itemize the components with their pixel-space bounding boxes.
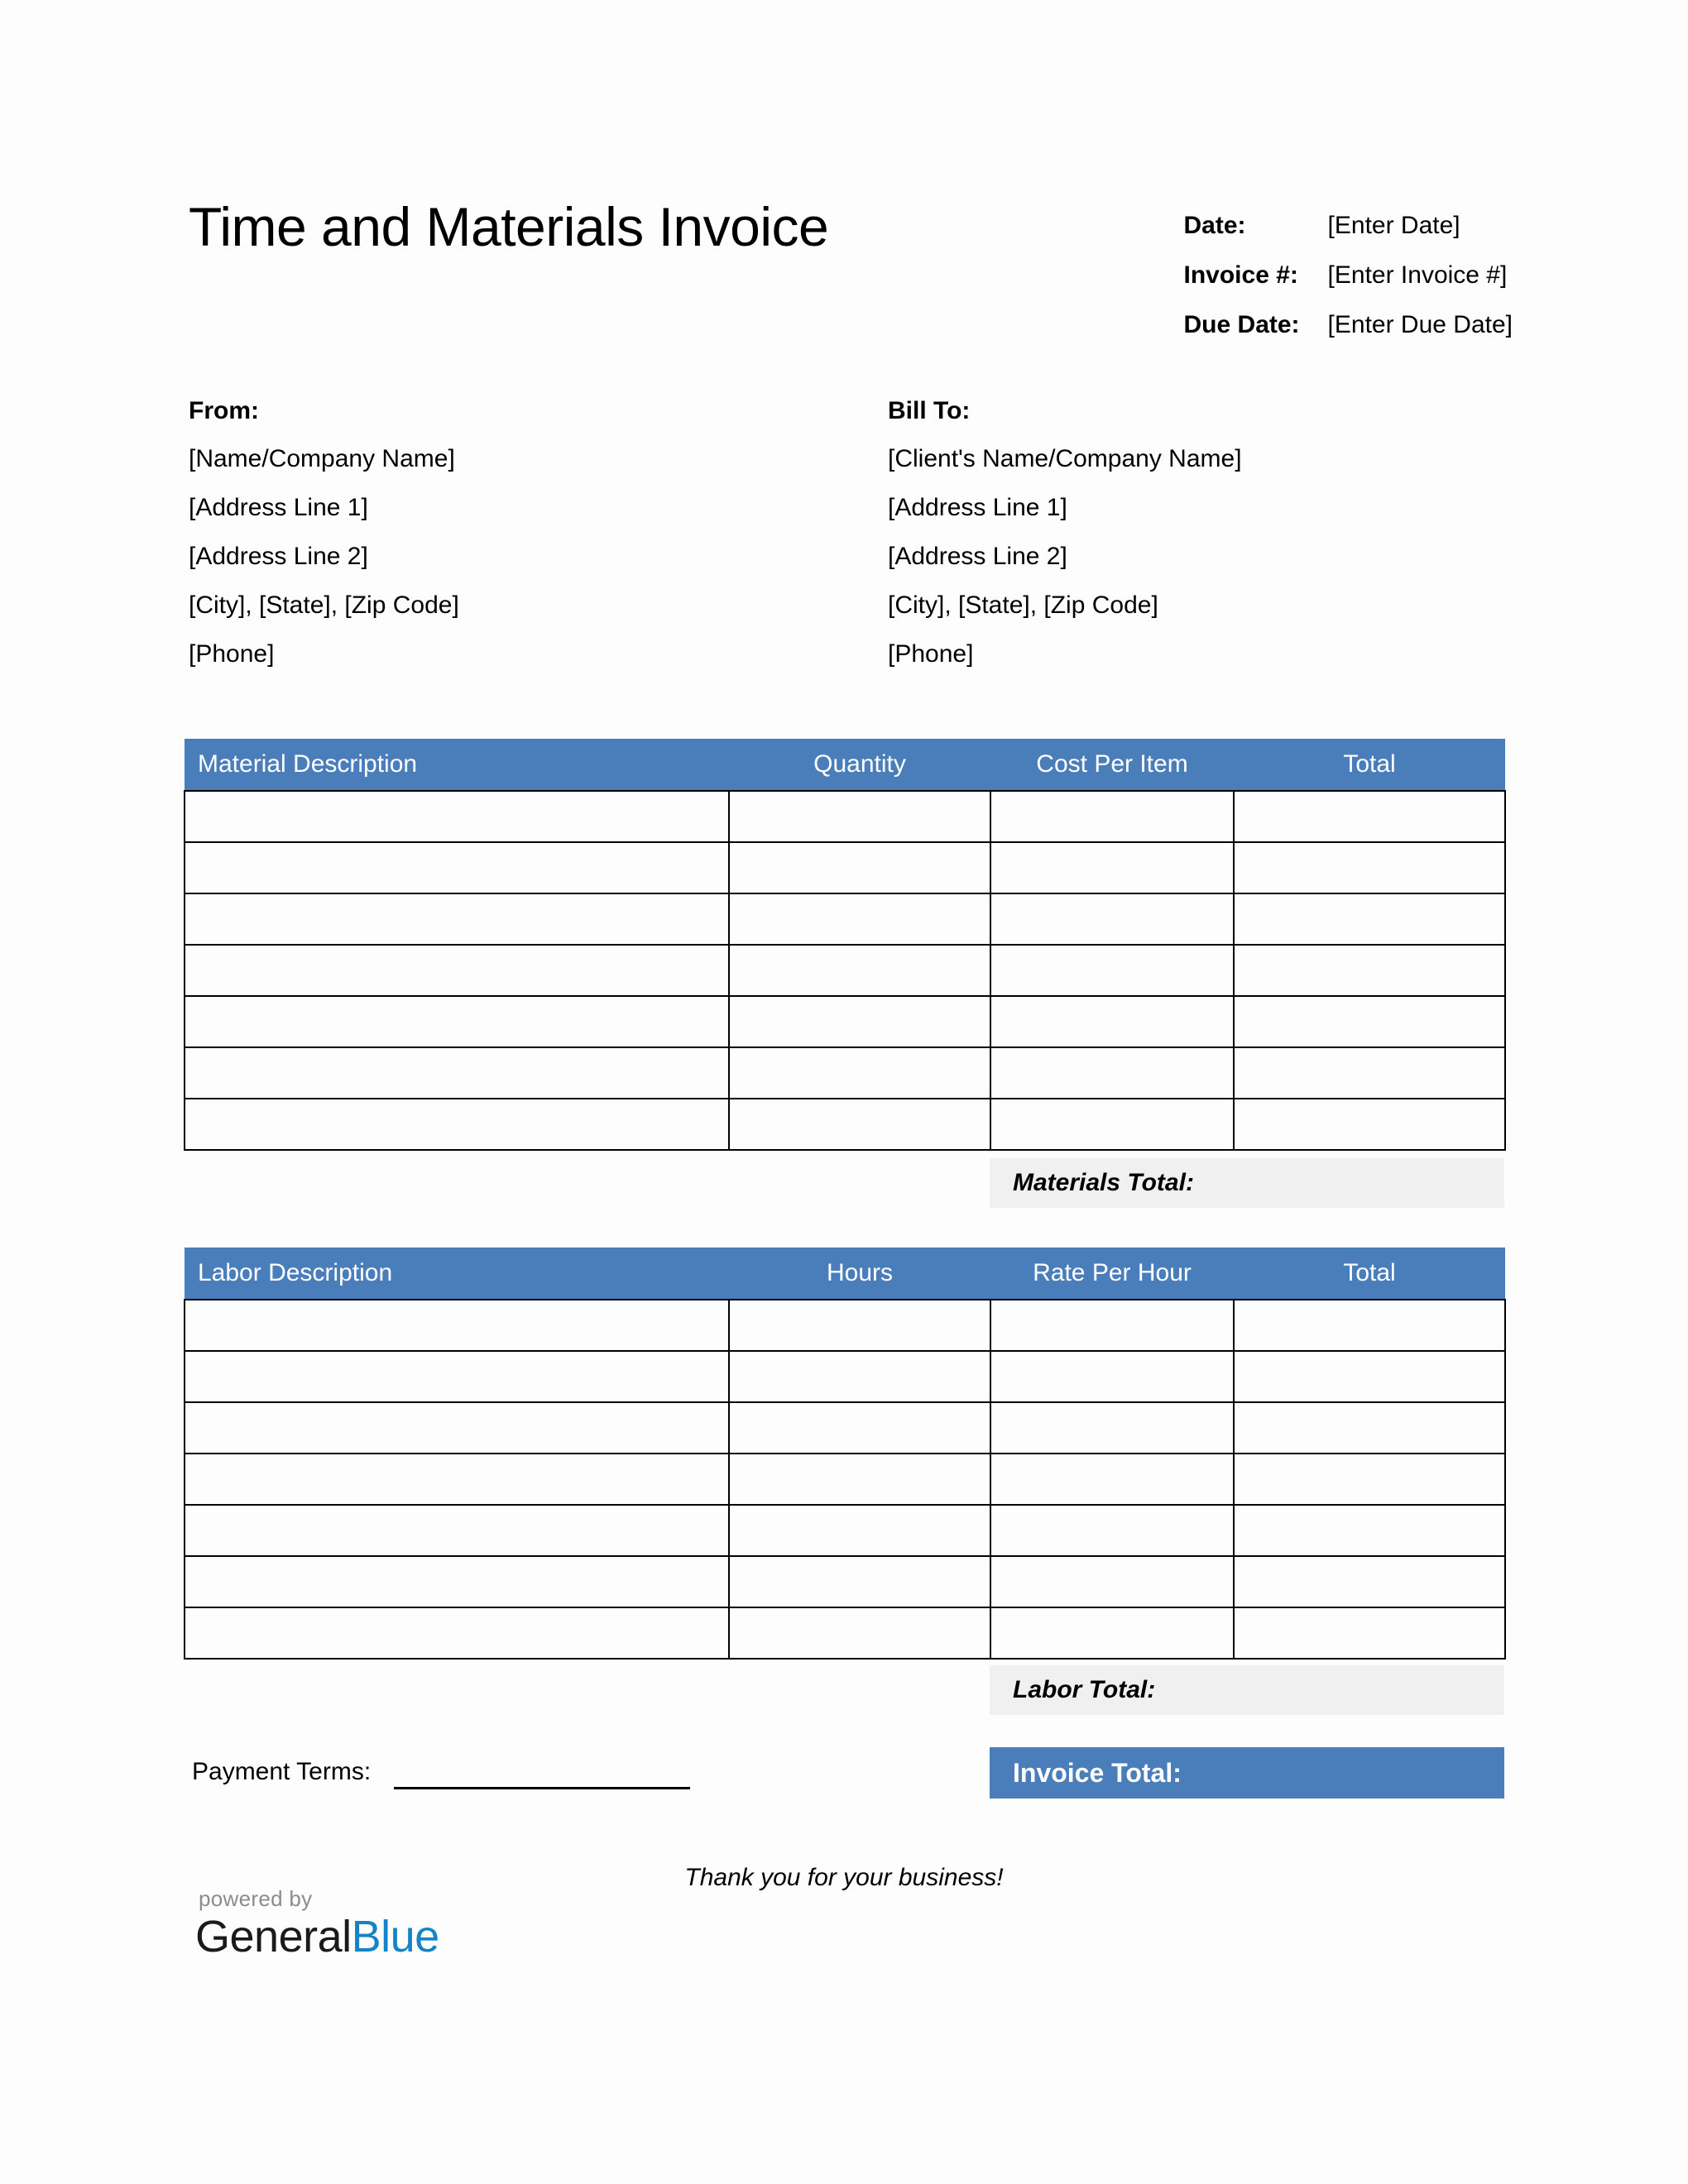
meta-value-due-date[interactable]: [Enter Due Date]	[1327, 311, 1513, 338]
materials-cell-quantity[interactable]	[729, 945, 990, 996]
materials-cell-description[interactable]	[185, 1047, 729, 1099]
labor-cell-description[interactable]	[185, 1300, 729, 1351]
materials-cell-cost[interactable]	[990, 996, 1234, 1047]
labor-cell-hours[interactable]	[729, 1607, 990, 1659]
from-heading: From:	[189, 397, 259, 424]
invoice-total-label: Invoice Total:	[1013, 1757, 1182, 1788]
labor-cell-hours[interactable]	[729, 1505, 990, 1556]
labor-cell-rate[interactable]	[990, 1505, 1234, 1556]
payment-terms-input[interactable]	[394, 1752, 690, 1789]
bill-to-line-name[interactable]: [Client's Name/Company Name]	[888, 445, 1242, 472]
labor-cell-description[interactable]	[185, 1351, 729, 1402]
labor-header-row	[185, 1248, 1505, 1300]
labor-cell-hours[interactable]	[729, 1351, 990, 1402]
labor-cell-description[interactable]	[185, 1607, 729, 1659]
meta-value-date[interactable]: [Enter Date]	[1327, 212, 1460, 239]
from-line-phone[interactable]: [Phone]	[189, 640, 275, 668]
materials-cell-quantity[interactable]	[729, 1047, 990, 1099]
labor-column-rate-per-hour: Rate Per Hour	[990, 1248, 1234, 1300]
materials-cell-total[interactable]	[1234, 893, 1505, 945]
materials-cell-cost[interactable]	[990, 893, 1234, 945]
meta-value-invoice-number[interactable]: [Enter Invoice #]	[1327, 261, 1508, 289]
labor-cell-total[interactable]	[1234, 1300, 1505, 1351]
table-row	[185, 842, 1505, 893]
thank-you-message: Thank you for your business!	[684, 1864, 1004, 1891]
labor-cell-total[interactable]	[1234, 1402, 1505, 1454]
materials-table	[184, 739, 1506, 1151]
table-row	[185, 996, 1505, 1047]
labor-cell-total[interactable]	[1234, 1607, 1505, 1659]
labor-cell-total[interactable]	[1234, 1351, 1505, 1402]
bill-to-heading: Bill To:	[888, 397, 971, 424]
bill-to-line-phone[interactable]: [Phone]	[888, 640, 974, 668]
materials-cell-cost[interactable]	[990, 791, 1234, 842]
address-section	[189, 397, 1513, 668]
table-row	[185, 1351, 1505, 1402]
from-block	[189, 397, 888, 668]
materials-cell-total[interactable]	[1234, 1047, 1505, 1099]
labor-column-total: Total	[1234, 1248, 1505, 1300]
table-row	[185, 893, 1505, 945]
materials-cell-description[interactable]	[185, 945, 729, 996]
materials-column-cost-per-item: Cost Per Item	[990, 739, 1234, 791]
materials-cell-cost[interactable]	[990, 1047, 1234, 1099]
materials-cell-quantity[interactable]	[729, 791, 990, 842]
materials-cell-cost[interactable]	[990, 1099, 1234, 1150]
logo-wordmark-blue: Blue	[351, 1912, 439, 1961]
labor-cell-hours[interactable]	[729, 1454, 990, 1505]
invoice-meta-table	[1184, 212, 1513, 361]
table-row	[185, 945, 1505, 996]
materials-cell-description[interactable]	[185, 996, 729, 1047]
table-row	[185, 791, 1505, 842]
materials-cell-quantity[interactable]	[729, 996, 990, 1047]
table-row	[185, 1505, 1505, 1556]
labor-cell-total[interactable]	[1234, 1556, 1505, 1607]
materials-header-row	[185, 739, 1505, 791]
materials-column-description: Material Description	[185, 739, 729, 791]
labor-cell-hours[interactable]	[729, 1556, 990, 1607]
logo-wordmark-general: General	[195, 1912, 352, 1961]
materials-cell-total[interactable]	[1234, 842, 1505, 893]
materials-cell-cost[interactable]	[990, 945, 1234, 996]
labor-cell-description[interactable]	[185, 1556, 729, 1607]
from-line-address-1[interactable]: [Address Line 1]	[189, 494, 368, 521]
labor-table	[184, 1248, 1506, 1660]
labor-cell-description[interactable]	[185, 1454, 729, 1505]
from-line-name[interactable]: [Name/Company Name]	[189, 445, 455, 472]
labor-cell-rate[interactable]	[990, 1607, 1234, 1659]
bill-to-line-city-state-zip[interactable]: [City], [State], [Zip Code]	[888, 592, 1158, 619]
materials-cell-total[interactable]	[1234, 791, 1505, 842]
materials-cell-total[interactable]	[1234, 1099, 1505, 1150]
materials-cell-quantity[interactable]	[729, 1099, 990, 1150]
bill-to-block	[888, 397, 1513, 668]
materials-column-quantity: Quantity	[729, 739, 990, 791]
labor-column-description: Labor Description	[185, 1248, 729, 1300]
labor-cell-hours[interactable]	[729, 1300, 990, 1351]
materials-cell-description[interactable]	[185, 842, 729, 893]
meta-row-invoice-number	[1184, 261, 1513, 311]
table-row	[185, 1300, 1505, 1351]
materials-cell-description[interactable]	[185, 893, 729, 945]
meta-label-due-date: Due Date:	[1183, 311, 1300, 338]
logo-powered-by-text: powered by	[199, 1886, 313, 1911]
labor-total-row	[990, 1665, 1504, 1715]
payment-terms-label: Payment Terms:	[192, 1758, 372, 1785]
invoice-header	[189, 196, 1513, 361]
page-title: Time and Materials Invoice	[189, 196, 829, 257]
materials-cell-description[interactable]	[185, 1099, 729, 1150]
labor-cell-rate[interactable]	[990, 1454, 1234, 1505]
meta-row-date	[1184, 212, 1513, 261]
labor-table-body	[185, 1300, 1505, 1659]
materials-column-total: Total	[1234, 739, 1505, 791]
labor-cell-rate[interactable]	[990, 1402, 1234, 1454]
labor-cell-description[interactable]	[185, 1505, 729, 1556]
meta-label-date: Date:	[1183, 212, 1246, 239]
labor-cell-total[interactable]	[1234, 1454, 1505, 1505]
labor-total-label: Labor Total:	[1013, 1676, 1156, 1703]
labor-column-hours: Hours	[729, 1248, 990, 1300]
table-row	[185, 1099, 1505, 1150]
materials-cell-total[interactable]	[1234, 996, 1505, 1047]
bill-to-line-address-1[interactable]: [Address Line 1]	[888, 494, 1067, 521]
materials-table-body	[185, 791, 1505, 1150]
table-row	[185, 1047, 1505, 1099]
materials-cell-description[interactable]	[185, 791, 729, 842]
meta-label-invoice-number: Invoice #:	[1183, 261, 1298, 289]
labor-cell-rate[interactable]	[990, 1300, 1234, 1351]
table-row	[185, 1607, 1505, 1659]
materials-cell-quantity[interactable]	[729, 893, 990, 945]
bill-to-line-address-2[interactable]: [Address Line 2]	[888, 543, 1067, 570]
materials-total-row	[990, 1158, 1504, 1208]
labor-cell-description[interactable]	[185, 1402, 729, 1454]
from-line-address-2[interactable]: [Address Line 2]	[189, 543, 368, 570]
materials-cell-cost[interactable]	[990, 842, 1234, 893]
labor-cell-hours[interactable]	[729, 1402, 990, 1454]
logo-wordmark	[195, 1913, 439, 1961]
invoice-total-row	[990, 1747, 1504, 1798]
materials-cell-quantity[interactable]	[729, 842, 990, 893]
labor-cell-rate[interactable]	[990, 1351, 1234, 1402]
materials-total-label: Materials Total:	[1013, 1169, 1194, 1196]
table-row	[185, 1556, 1505, 1607]
labor-cell-total[interactable]	[1234, 1505, 1505, 1556]
table-row	[185, 1454, 1505, 1505]
meta-row-due-date	[1184, 311, 1513, 361]
payment-terms-field	[192, 1752, 690, 1789]
from-line-city-state-zip[interactable]: [City], [State], [Zip Code]	[189, 592, 459, 619]
generalblue-logo	[195, 1886, 439, 1961]
table-row	[185, 1402, 1505, 1454]
labor-cell-rate[interactable]	[990, 1556, 1234, 1607]
materials-cell-total[interactable]	[1234, 945, 1505, 996]
